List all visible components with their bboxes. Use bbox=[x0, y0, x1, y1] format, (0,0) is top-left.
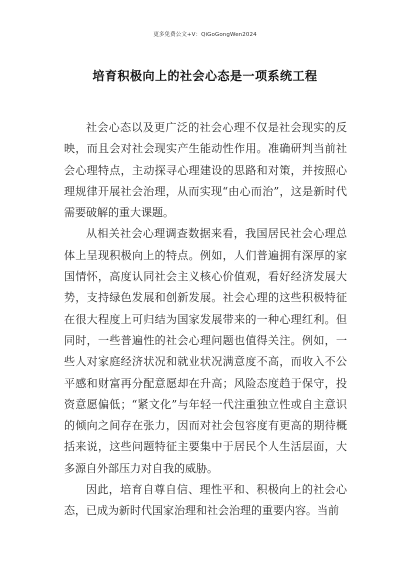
body-paragraph-2: 从相关社会心理调查数据来看，我国居民社会心理总体上呈现积极向上的特点。例如，人们普遍拥有深厚的家国情怀，高度认同社会主义核心价值观，看好经济发展大势，支持绿色发展和创新发展。社会心理的这些积极特征在很大程度上可归结为国家发展带来的一种心理红利。但同时，一些普遍性的社会心理问题也值得关注。例如，一些人对家庭经济状况和就业状况满意度不高，而收入不公平感和财富再分配意愿却在升高；风险态度趋于保守，投资意愿偏低；“紧文化”与年轻一代注重独立性或自主意识的倾向之间存在张力，因而对社会包容度有更高的期待概括来说，这些问题特征主要集中于居民个人生活层面，大多源自外部压力对自我的威胁。 bbox=[64, 227, 347, 475]
document-body bbox=[64, 117, 347, 522]
body-paragraph-3: 因此，培育自尊自信、理性平和、积极向上的社会心态，已成为新时代国家治理和社会治理的重要内容。当前 bbox=[64, 483, 347, 518]
document-title: 培育积极向上的社会心态是一项系统工程 bbox=[92, 69, 318, 83]
body-paragraph-1: 社会心态以及更广泛的社会心理不仅是社会现实的反映，而且会对社会现实产生能动性作用。准确研判当前社会心理特点，主动探寻心理建设的思路和对策，并按照心理规律开展社会治理，从而实现“由心而治”，这是新时代需要破解的重大课题。 bbox=[64, 121, 347, 220]
header-note: 更多免费公文+V：QiGoGongWen2024 bbox=[153, 32, 257, 38]
